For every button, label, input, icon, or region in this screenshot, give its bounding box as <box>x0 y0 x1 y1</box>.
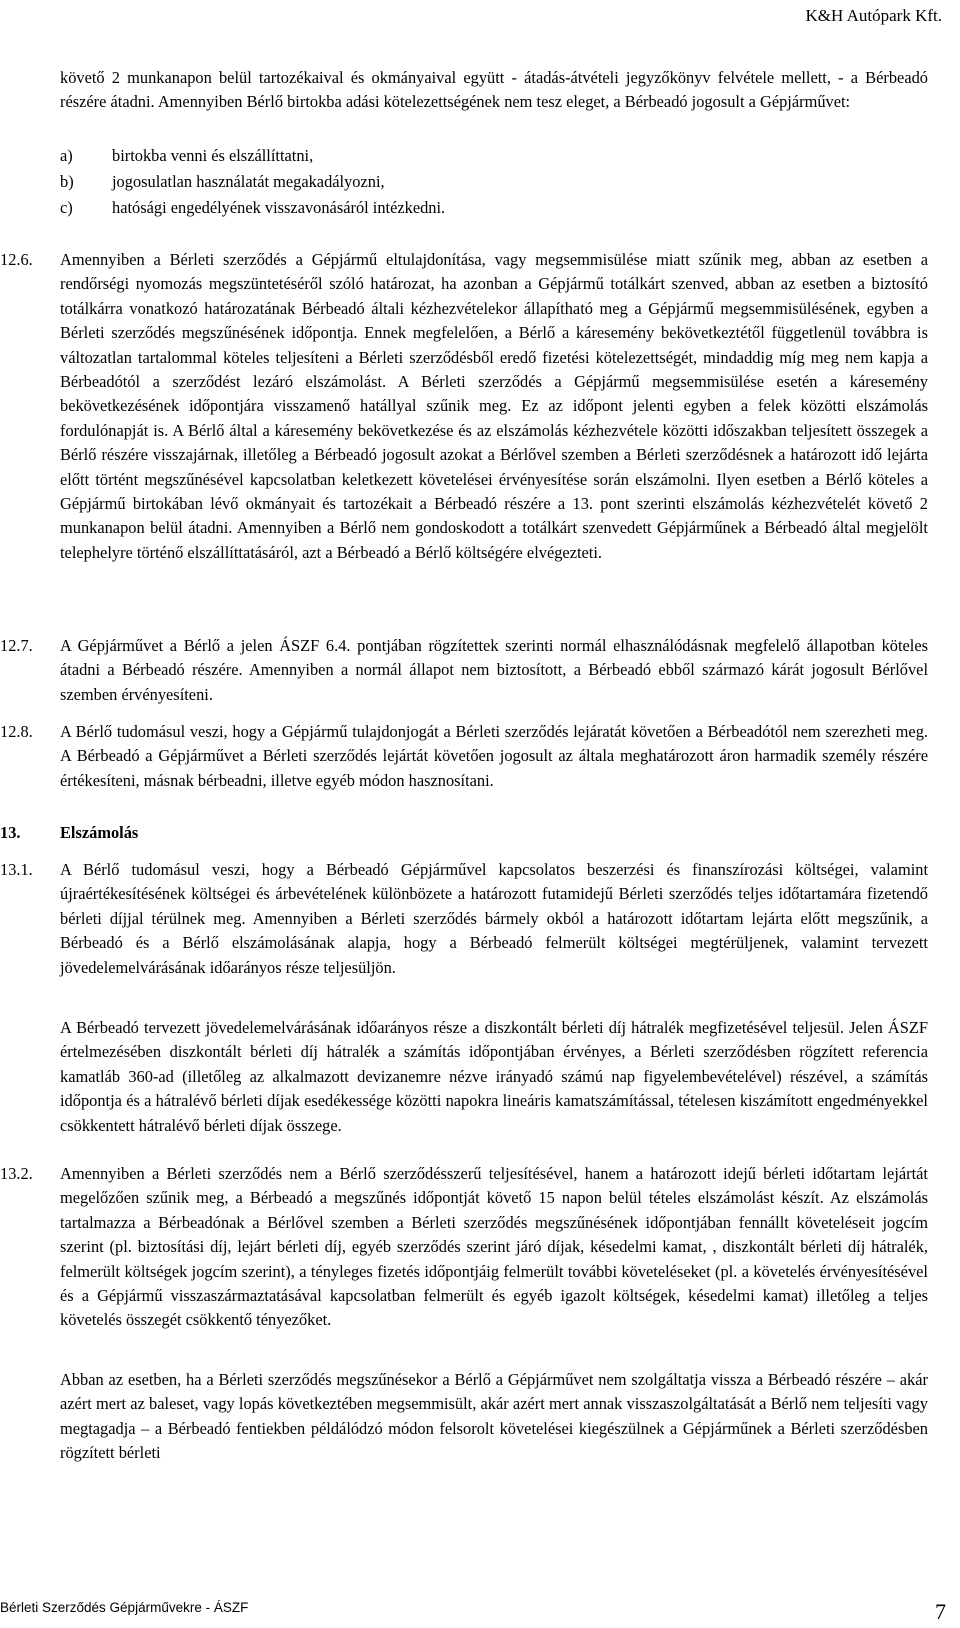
section-heading <box>0 821 138 845</box>
list-text: birtokba venni és elszállíttatni, <box>112 146 314 165</box>
clause-number <box>0 1016 60 1138</box>
section-number: 13. <box>0 823 21 842</box>
clause-12-6 <box>0 248 928 565</box>
clause-12-7 <box>0 634 928 707</box>
clause-12-8 <box>0 720 928 793</box>
section-title: Elszámolás <box>60 823 139 842</box>
clause-text: A Bérlő tudomásul veszi, hogy a Gépjármű tulajdonjogát a Bérleti szerződés lejáratát követően a Bérbeadótól nem szerezheti meg. A Bérbeadó a Gépjárművet a Bérleti szerződés lejártát követően jogosult az általa meghatározott áron harmadik személy részére értékesíteni, másnak bérbeadni, illetve egyéb módon hasznosítani. <box>60 722 928 790</box>
clause-number: 12.7. <box>0 636 33 655</box>
list-item <box>60 169 928 195</box>
list-text: hatósági engedélyének visszavonásáról intézkedni. <box>112 198 446 217</box>
clause-number: 12.8. <box>0 722 33 741</box>
clause-text: A Gépjárművet a Bérlő a jelen ÁSZF 6.4. pontjában rögzítettek szerinti normál elhasználódásnak megfelelő állapotban köteles átadni a Bérbeadó részére. Amennyiben a normál állapot nem biztosított, a Bérbeadó ebből származó kárát jogosult Bérlővel szemben érvényesíteni. <box>60 636 928 704</box>
list-label: a) <box>60 146 73 165</box>
clause-text: A Bérbeadó tervezett jövedelemelvárásának időarányos része a diszkontált bérleti díj hátralék megfizetésével teljesül. Jelen ÁSZF értelmezésében diszkontált bérleti díj hátralék a számítás időpontjában érvényes, a Bérleti szerződésben rögzített referencia kamatláb 360-ad (illetőleg az alkalmazott devizanemre nézve irányadó számú nap figyelembevételével) részével, a számítás időpontja és a hátralévő bérleti díjak esedékessége közötti napokra lineáris kamatszámítással, tételesen kiszámított engedményekkel csökkentett hátralévő bérleti díjak összege. <box>60 1018 928 1135</box>
page-header-company: K&H Autópark Kft. <box>805 6 942 25</box>
footer-document-title: Bérleti Szerződés Gépjárművekre - ÁSZF <box>0 1600 249 1615</box>
clause-text: Amennyiben a Bérleti szerződés nem a Bérlő szerződésszerű teljesítésével, hanem a határozott idejű bérleti időtartam lejártát megelőzően szűnik meg, a Bérbeadó a megszűnés időpontját követő 15 napon belül tételes elszámolást készít. Az elszámolás tartalmazza a Bérbeadónak a Bérlővel szemben a Bérleti szerződés megszűnésének időpontjában fennállt követeléseit jogcím szerint (pl. biztosítási díj, lejárt bérleti díj, egyéb szerződés szerint járó díjak, késedelmi kamat, , diszkontált bérleti díj hátralék, felmerült költségek jogcím szerint), a tényleges fizetés időpontjáig felmerült további követeléseket (pl. a követelés érvényesítésével és a Gépjármű visszaszármaztatásával kapcsolatban felmerült és egyéb igazolt költségek, késedelmi kamat) illetőleg a teljes követelés összegét csökkentő tényezőket. <box>60 1164 928 1330</box>
clause-number: 13.1. <box>0 860 33 879</box>
clause-13-2-continued <box>0 1368 928 1466</box>
clause-number: 12.6. <box>0 250 33 269</box>
action-list <box>60 143 928 221</box>
list-item <box>60 143 928 169</box>
list-label: c) <box>60 198 73 217</box>
list-item <box>60 195 928 221</box>
clause-number: 13.2. <box>0 1164 33 1183</box>
clause-13-1-continued <box>0 1016 928 1138</box>
clause-13-1 <box>0 858 928 980</box>
clause-13-2 <box>0 1162 928 1333</box>
clause-number <box>0 1368 60 1466</box>
intro-paragraph: követő 2 munkanapon belül tartozékaival és okmányaival együtt - átadás-átvételi jegyzőkönyv felvétele mellett, - a Bérbeadó részére átadni. Amennyiben Bérlő birtokba adási kötelezettségének nem tesz eleget, a Bérbeadó jogosult a Gépjárművet: <box>60 68 928 112</box>
footer-page-number: 7 <box>935 1599 946 1624</box>
list-text: jogosulatlan használatát megakadályozni, <box>112 172 385 191</box>
clause-text: Amennyiben a Bérleti szerződés a Gépjármű eltulajdonítása, vagy megsemmisülése miatt szűnik meg, abban az esetben a rendőrségi nyomozás megszüntetéséről szóló határozat, ha azonban a Gépjármű totálkárt szenved, abban az esetben a biztosító totálkárra vonatkozó határozatának Bérbeadó általi kézhezvételekor állapítható meg a Gépjármű megsemmisülésének, egyben a Bérleti szerződés megszűnésének időpontja. Ennek megfelelően, a Bérlő a káresemény bekövetkeztétől függetlenül továbbra is változatlan tartalommal köteles teljesíteni a Bérleti szerződésből eredő fizetési kötelezettségét, mindaddig míg meg nem kapja a Bérbeadótól a szerződést lezáró elszámolást. A Bérleti szerződés a Gépjármű megsemmisülése esetén a káresemény bekövetkezésének időpontjára visszamenő hatállyal szűnik meg. Ez az időpont jelenti egyben a felek közötti elszámolás fordulónapját is. A Bérlő által a káresemény bekövetkezése és az elszámolás kézhezvétele közötti időszakban teljesített összegek a Bérlő részére visszajárnak, illetőleg a Bérbeadó jogosult azokat a Bérlővel szemben a Bérleti szerződésnek a határozott idő lejárta előtt történt megszűnésével kapcsolatban keletkezett követelései érvényesítése során elszámolni. Ilyen esetben a Bérlő köteles a Gépjármű birtokában lévő okmányait és tartozékait a Bérbeadó részére a 13. pont szerinti elszámolás kézhezvételét követő 2 munkanapon belül átadni. Amennyiben a Bérlő nem gondoskodott a totálkárt szenvedett Gépjárműnek a Bérbeadó által megjelölt telephelyre történő elszállíttatásáról, azt a Bérbeadó a Bérlő költségére elvégezteti. <box>60 250 928 562</box>
list-label: b) <box>60 172 74 191</box>
clause-text: A Bérlő tudomásul veszi, hogy a Bérbeadó Gépjárművel kapcsolatos beszerzési és finanszírozási költségei, valamint újraértékesítésének költségei és árbevételének különbözete a határozott futamidejű Bérleti szerződés teljes időtartamára fizetendő bérleti díjjal térülnek meg. Amennyiben a Bérleti szerződés bármely okból a határozott időtartam lejárta előtt megszűnik, a Bérbeadó és a Bérlő elszámolásának alapja, hogy a Bérbeadó felmerült költségei megtérüljenek, valamint tervezett jövedelemelvárásának időarányos része teljesüljön. <box>60 860 928 977</box>
clause-text: Abban az esetben, ha a Bérleti szerződés megszűnésekor a Bérlő a Gépjárművet nem szolgáltatja vissza a Bérbeadó részére – akár azért mert az baleset, vagy lopás következtében megsemmisült, akár azért mert annak visszaszolgáltatását a Bérlő nem teljesíti vagy megtagadja – a Bérbeadó fentiekben példálódzó módon felsorolt követelései kiegészülnek a Gépjárműnek a Bérleti szerződésben rögzített bérleti <box>60 1370 928 1463</box>
